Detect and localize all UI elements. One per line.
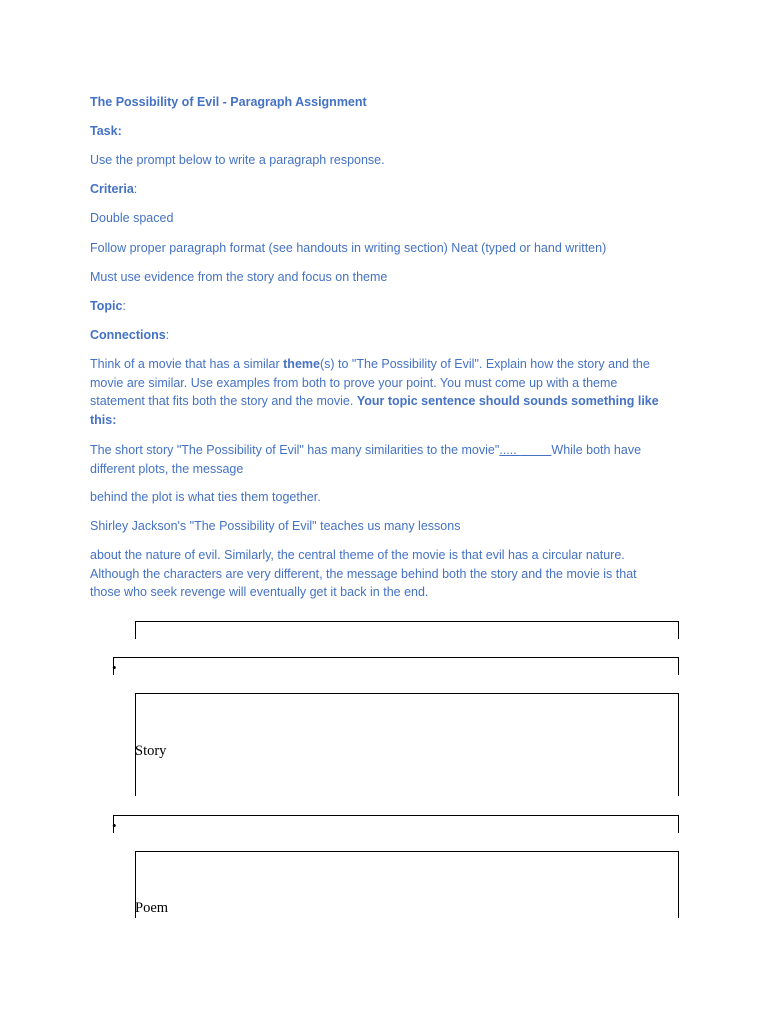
bullet-box (113, 657, 679, 675)
empty-box (135, 621, 679, 639)
example-blank: ..... (499, 443, 521, 457)
prompt-topic-sentence-instruction: Your topic sentence should sounds something like this: (90, 394, 659, 427)
criteria-item: Must use evidence from the story and focus on theme (90, 270, 388, 284)
criteria-item: Double spaced (90, 211, 174, 225)
prompt-text: Think of a movie that has a similar (90, 357, 284, 371)
prompt-paragraph (90, 355, 665, 429)
prompt-text: (s) to "The Possibility of Evil". Explain how the story and the movie are similar. Use examples from both to prove your point. You must come up with a theme statement that fits both the story and the movie. (90, 357, 650, 408)
task-label: Task: (90, 124, 122, 138)
criteria-heading (90, 180, 137, 199)
example-paragraph-continued: about the nature of evil. Similarly, the central theme of the movie is that evil has a circular nature. Although the characters are very different, the message behind both the story and the movie is that those who seek revenge will eventually get it back in the end. (90, 548, 637, 599)
topic-colon: : (122, 299, 126, 313)
example-line: behind the plot is what ties them together. (90, 490, 321, 504)
criteria-colon: : (133, 182, 138, 196)
story-label: Story (135, 743, 167, 759)
poem-label: Poem (135, 900, 169, 916)
task-text: Use the prompt below to write a paragraph response. (90, 153, 385, 167)
connections-heading (90, 326, 169, 345)
example-text: While both have different plots, the message (90, 443, 642, 476)
prompt-theme-word: theme (283, 357, 320, 371)
bullet-box (113, 815, 679, 833)
connections-label: Connections (90, 328, 166, 342)
example-paragraph (90, 441, 665, 478)
example-text: The short story "The Possibility of Evil" has many similarities to the movie" (90, 443, 500, 457)
example-line: Shirley Jackson's "The Possibility of Evil" teaches us many lessons (90, 519, 461, 533)
criteria-label: Criteria (90, 182, 134, 196)
document-title: The Possibility of Evil - Paragraph Assignment (90, 95, 367, 109)
bullet-marker: • (112, 660, 117, 675)
bullet-marker: • (112, 818, 117, 833)
topic-label: Topic (90, 299, 123, 313)
criteria-item: Follow proper paragraph format (see handouts in writing section) Neat (typed or hand written) (90, 241, 607, 255)
poem-box (135, 851, 679, 918)
example-blank-line (520, 443, 551, 457)
connections-colon: : (165, 328, 170, 342)
topic-heading (90, 297, 126, 316)
story-box (135, 693, 679, 796)
